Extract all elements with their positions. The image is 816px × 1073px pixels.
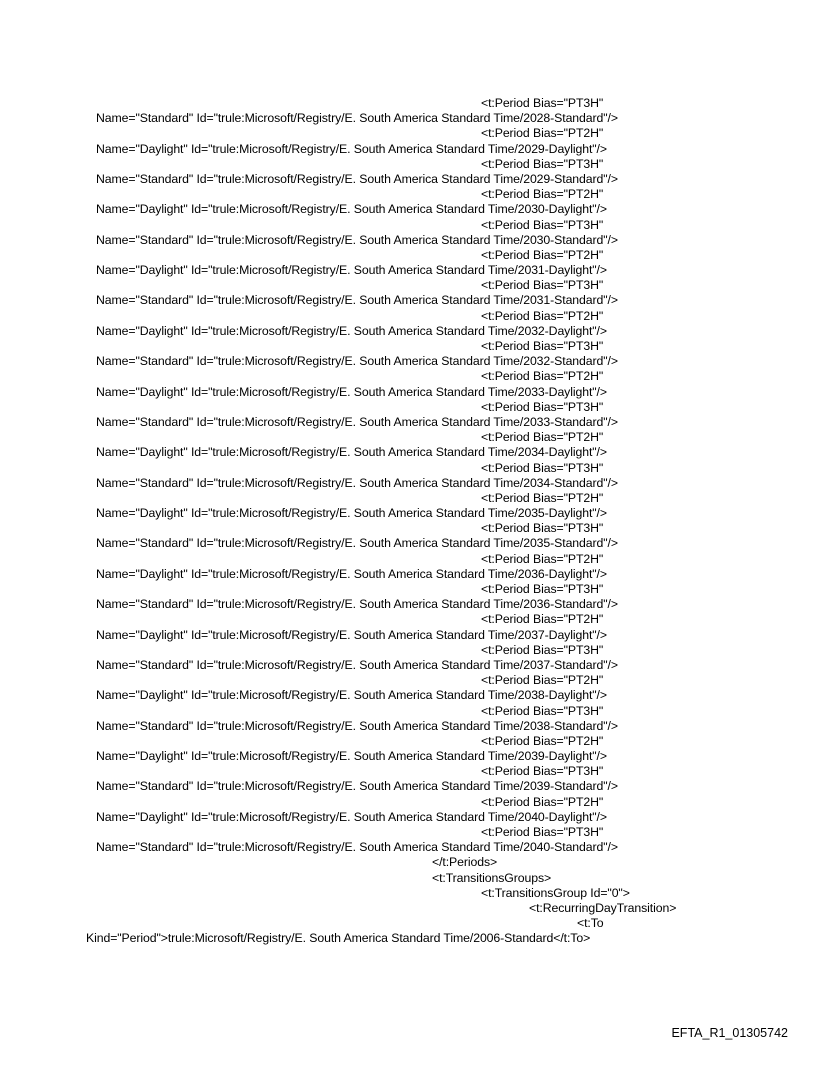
period-name-id-line: Name="Daylight" Id="trule:Microsoft/Registry/E. South America Standard Time/2038-Daylight"/>: [96, 688, 607, 703]
period-open-line: <t:Period Bias="PT2H": [481, 369, 604, 384]
period-open-line: <t:Period Bias="PT2H": [481, 733, 604, 748]
period-name-id-line: Name="Standard" Id="trule:Microsoft/Registry/E. South America Standard Time/2037-Standard"/>: [96, 657, 618, 672]
period-name-id-line: Name="Standard" Id="trule:Microsoft/Registry/E. South America Standard Time/2039-Standard"/>: [96, 779, 618, 794]
period-open-line: <t:Period Bias="PT3H": [481, 399, 604, 414]
periods-close-tag: </t:Periods>: [432, 855, 498, 870]
period-name-id-line: Name="Daylight" Id="trule:Microsoft/Registry/E. South America Standard Time/2032-Daylight"/>: [96, 323, 607, 338]
period-open-line: <t:Period Bias="PT3H": [481, 642, 604, 657]
period-open-line: <t:Period Bias="PT3H": [481, 278, 604, 293]
period-name-id-line: Name="Daylight" Id="trule:Microsoft/Registry/E. South America Standard Time/2036-Daylight"/>: [96, 566, 607, 581]
period-open-line: <t:Period Bias="PT3H": [481, 521, 604, 536]
period-name-id-line: Name="Standard" Id="trule:Microsoft/Registry/E. South America Standard Time/2035-Standard"/>: [96, 536, 618, 551]
period-name-id-line: Name="Daylight" Id="trule:Microsoft/Registry/E. South America Standard Time/2037-Daylight"/>: [96, 627, 607, 642]
transitions-group-open-tag: <t:TransitionsGroup Id="0">: [481, 885, 630, 900]
period-open-line: <t:Period Bias="PT2H": [481, 187, 604, 202]
period-open-line: <t:Period Bias="PT3H": [481, 96, 604, 110]
period-open-line: <t:Period Bias="PT3H": [481, 582, 604, 596]
period-name-id-line: Name="Standard" Id="trule:Microsoft/Registry/E. South America Standard Time/2030-Standard"/>: [96, 232, 618, 247]
recurring-day-transition-open-tag: <t:RecurringDayTransition>: [529, 900, 677, 915]
to-kind-line: Kind="Period">trule:Microsoft/Registry/E. South America Standard Time/2006-Standard</t:To>: [86, 931, 591, 946]
period-open-line: <t:Period Bias="PT3H": [481, 825, 604, 839]
period-name-id-line: Name="Daylight" Id="trule:Microsoft/Registry/E. South America Standard Time/2040-Daylight"/>: [96, 809, 607, 824]
bates-number-footer: EFTA_R1_01305742: [671, 1026, 788, 1040]
period-name-id-line: Name="Standard" Id="trule:Microsoft/Registry/E. South America Standard Time/2033-Standard"/>: [96, 414, 618, 429]
period-list: [0, 96, 816, 855]
period-name-id-line: Name="Standard" Id="trule:Microsoft/Registry/E. South America Standard Time/2028-Standard"/>: [96, 111, 618, 126]
period-open-line: <t:Period Bias="PT3H": [481, 703, 604, 718]
period-open-line: <t:Period Bias="PT2H": [481, 430, 604, 445]
period-open-line: <t:Period Bias="PT2H": [481, 126, 604, 141]
period-name-id-line: Name="Standard" Id="trule:Microsoft/Registry/E. South America Standard Time/2031-Standard"/>: [96, 293, 618, 308]
xml-document-body: [0, 96, 816, 947]
period-name-id-line: Name="Standard" Id="trule:Microsoft/Registry/E. South America Standard Time/2032-Standard"/>: [96, 354, 618, 369]
period-open-line: <t:Period Bias="PT2H": [481, 247, 604, 262]
period-name-id-line: Name="Daylight" Id="trule:Microsoft/Registry/E. South America Standard Time/2031-Daylight"/>: [96, 263, 607, 278]
period-open-line: <t:Period Bias="PT2H": [481, 673, 604, 688]
period-open-line: <t:Period Bias="PT2H": [481, 794, 604, 809]
period-open-line: <t:Period Bias="PT2H": [481, 490, 604, 505]
period-name-id-line: Name="Daylight" Id="trule:Microsoft/Registry/E. South America Standard Time/2029-Daylight"/>: [96, 141, 607, 156]
period-name-id-line: Name="Daylight" Id="trule:Microsoft/Registry/E. South America Standard Time/2033-Daylight"/>: [96, 384, 607, 399]
transitions-groups-open-tag: <t:TransitionsGroups>: [432, 870, 552, 885]
period-name-id-line: Name="Standard" Id="trule:Microsoft/Registry/E. South America Standard Time/2036-Standard"/>: [96, 597, 618, 612]
period-open-line: <t:Period Bias="PT3H": [481, 156, 604, 171]
to-open-tag: <t:To: [577, 916, 604, 931]
period-name-id-line: Name="Standard" Id="trule:Microsoft/Registry/E. South America Standard Time/2040-Standard"/>: [96, 840, 618, 855]
period-name-id-line: Name="Standard" Id="trule:Microsoft/Registry/E. South America Standard Time/2034-Standard"/>: [96, 475, 618, 490]
period-name-id-line: Name="Daylight" Id="trule:Microsoft/Registry/E. South America Standard Time/2035-Daylight"/>: [96, 506, 607, 521]
period-open-line: <t:Period Bias="PT2H": [481, 612, 604, 627]
period-open-line: <t:Period Bias="PT2H": [481, 308, 604, 323]
period-name-id-line: Name="Daylight" Id="trule:Microsoft/Registry/E. South America Standard Time/2039-Daylight"/>: [96, 749, 607, 764]
period-open-line: <t:Period Bias="PT3H": [481, 460, 604, 475]
period-name-id-line: Name="Daylight" Id="trule:Microsoft/Registry/E. South America Standard Time/2030-Daylight"/>: [96, 202, 607, 217]
period-open-line: <t:Period Bias="PT3H": [481, 339, 604, 353]
period-name-id-line: Name="Daylight" Id="trule:Microsoft/Registry/E. South America Standard Time/2034-Daylight"/>: [96, 445, 607, 460]
period-open-line: <t:Period Bias="PT3H": [481, 217, 604, 232]
period-name-id-line: Name="Standard" Id="trule:Microsoft/Registry/E. South America Standard Time/2029-Standard"/>: [96, 171, 618, 186]
period-name-id-line: Name="Standard" Id="trule:Microsoft/Registry/E. South America Standard Time/2038-Standard"/>: [96, 718, 618, 733]
period-open-line: <t:Period Bias="PT3H": [481, 764, 604, 779]
period-open-line: <t:Period Bias="PT2H": [481, 551, 604, 566]
